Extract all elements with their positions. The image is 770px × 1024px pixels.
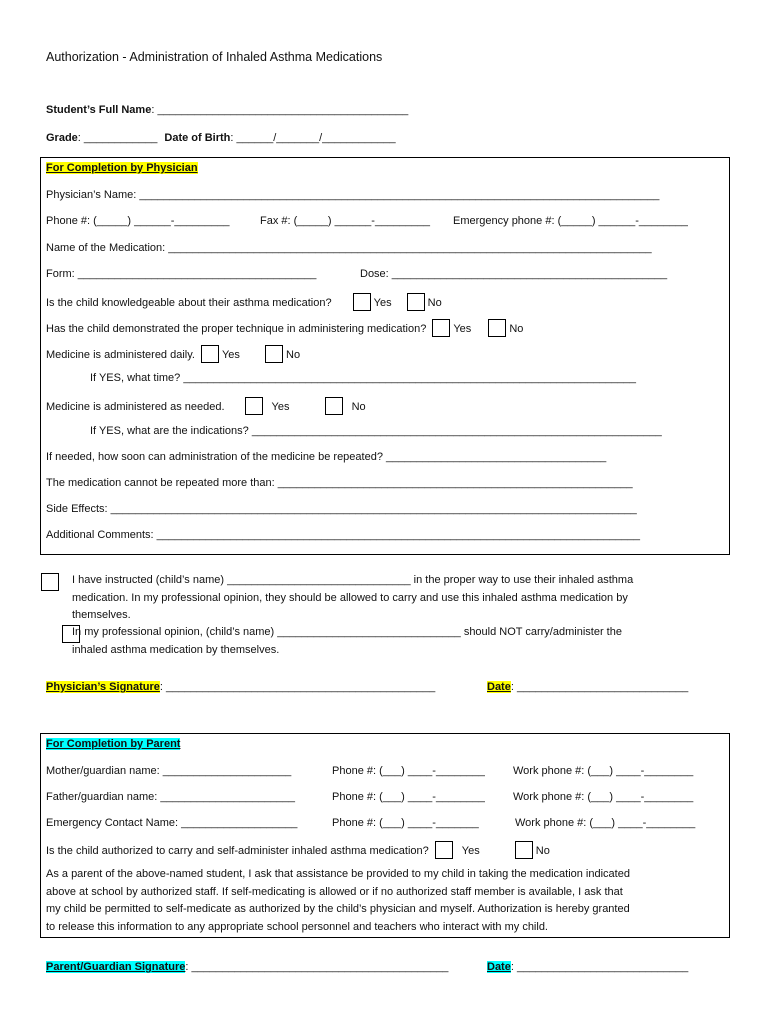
knowledgeable-no-label: No [427,296,442,309]
physician-signature-row [46,681,435,693]
parent-signature-date-row [487,961,688,973]
self-admin-no-label: No [535,844,550,857]
dob-label: Date of Birth [164,132,231,144]
knowledgeable-yes-label: Yes [373,296,392,309]
technique-no-checkbox[interactable] [488,319,506,337]
technique-question-row [46,320,523,338]
emergency-contact-field[interactable]: Emergency Contact Name: ___________________ [46,817,298,829]
dob-line[interactable]: : ______/_______/____________ [230,132,396,144]
emergency-phone-field[interactable]: Phone #: (___) ____-_______ [332,817,479,829]
as-needed-no-label: No [351,400,366,413]
self-admin-question: Is the child authorized to carry and self-administer inhaled asthma medication? [46,844,429,857]
technique-no-label: No [509,322,524,335]
daily-question-row [46,346,300,364]
knowledgeable-question-row [46,294,442,312]
mother-phone-field[interactable]: Phone #: (___) ____-________ [332,765,485,777]
knowledgeable-question: Is the child knowledgeable about their asthma medication? [46,296,332,309]
father-name-field[interactable]: Father/guardian name: ______________________ [46,791,295,803]
technique-yes-label: Yes [453,322,472,335]
not-carry-statement: In my professional opinion, (child’s name) ______________________________ should NOT carry/administer the inhaled asthma medication by themselves. [72,626,622,656]
father-work-phone-field[interactable]: Work phone #: (___) ____-________ [513,791,694,803]
document-title: Authorization - Administration of Inhaled Asthma Medications [46,50,383,64]
parent-section-heading: For Completion by Parent [46,738,181,750]
grade-dob-row [46,132,396,144]
as-needed-no-checkbox[interactable] [325,397,343,415]
repeat-max-field[interactable]: The medication cannot be repeated more than: __________________________________________________________ [46,477,633,489]
self-admin-yes-label: Yes [461,844,480,857]
daily-no-checkbox[interactable] [265,345,283,363]
physician-emergency-phone-field[interactable]: Emergency phone #: (_____) ______-________ [453,215,688,227]
parent-date-line[interactable]: : ____________________________ [510,961,689,973]
mother-work-phone-field[interactable]: Work phone #: (___) ____-________ [513,765,694,777]
as-needed-question-row [46,398,366,416]
student-name-field[interactable] [46,104,408,116]
self-admin-no-checkbox[interactable] [515,841,533,859]
physician-phone-field[interactable]: Phone #: (_____) ______-_________ [46,215,230,227]
physician-date-line[interactable]: : ____________________________ [510,681,689,693]
indications-field[interactable]: If YES, what are the indications? ___________________________________________________________________ [90,425,662,437]
technique-yes-checkbox[interactable] [432,319,450,337]
technique-question: Has the child demonstrated the proper technique in administering medication? [46,322,427,335]
parent-consent-paragraph: As a parent of the above-named student, I ask that assistance be provided to my child in taking the medication indicated above at school by authorized staff. If self-medicating is allowed or if no authorized staff member is available, I ask that my child be permitted to self-medicate as authorized by the child’s physician and myself. Authorization is hereby granted to release this information to any appropriate school personnel and teachers who interact with my child. [46,868,630,933]
knowledgeable-no-checkbox[interactable] [407,293,425,311]
daily-question: Medicine is administered daily. [46,348,195,361]
parent-signature-label: Parent/Guardian Signature [46,961,186,973]
self-admin-question-row [46,842,550,860]
may-carry-checkbox[interactable] [41,573,59,591]
physician-signature-label: Physician’s Signature [46,681,160,693]
physician-section-heading: For Completion by Physician [46,162,198,174]
physician-name-field[interactable]: Physician’s Name: _____________________________________________________________________________________ [46,189,660,201]
student-name-line: : _________________________________________ [151,104,409,116]
emergency-work-phone-field[interactable]: Work phone #: (___) ____-________ [515,817,696,829]
daily-yes-checkbox[interactable] [201,345,219,363]
medication-form-field[interactable]: Form: _______________________________________ [46,268,317,280]
parent-date-label: Date [487,961,511,973]
daily-no-label: No [286,348,301,361]
additional-comments-field[interactable]: Additional Comments: _______________________________________________________________________________ [46,529,640,541]
as-needed-question: Medicine is administered as needed. [46,400,225,413]
knowledgeable-yes-checkbox[interactable] [353,293,371,311]
physician-signature-date-row [487,681,688,693]
grade-label: Grade [46,132,78,144]
grade-line[interactable]: : ____________ [77,132,158,144]
physician-fax-field[interactable]: Fax #: (_____) ______-_________ [260,215,431,227]
as-needed-yes-checkbox[interactable] [245,397,263,415]
daily-time-field[interactable]: If YES, what time? __________________________________________________________________________ [90,372,637,384]
student-name-label: Student’s Full Name [46,104,152,116]
repeat-interval-field[interactable]: If needed, how soon can administration of the medicine be repeated? ____________________________________ [46,451,607,463]
daily-yes-label: Yes [221,348,240,361]
parent-signature-line[interactable]: : __________________________________________ [185,961,449,973]
medication-dose-field[interactable]: Dose: _____________________________________________ [360,268,668,280]
may-carry-statement: I have instructed (child’s name) ______________________________ in the proper way to use their inhaled asthma medication. In my professional opinion, they should be allowed to carry and use this inhaled asthma medication by themselves. [72,574,634,621]
self-admin-yes-checkbox[interactable] [435,841,453,859]
as-needed-yes-label: Yes [271,400,290,413]
physician-signature-line[interactable]: : ____________________________________________ [159,681,436,693]
side-effects-field[interactable]: Side Effects: ______________________________________________________________________________________ [46,503,637,515]
father-phone-field[interactable]: Phone #: (___) ____-________ [332,791,485,803]
medication-name-field[interactable]: Name of the Medication: _______________________________________________________________________________ [46,242,652,254]
physician-date-label: Date [487,681,511,693]
parent-signature-row [46,961,448,973]
mother-name-field[interactable]: Mother/guardian name: _____________________ [46,765,292,777]
